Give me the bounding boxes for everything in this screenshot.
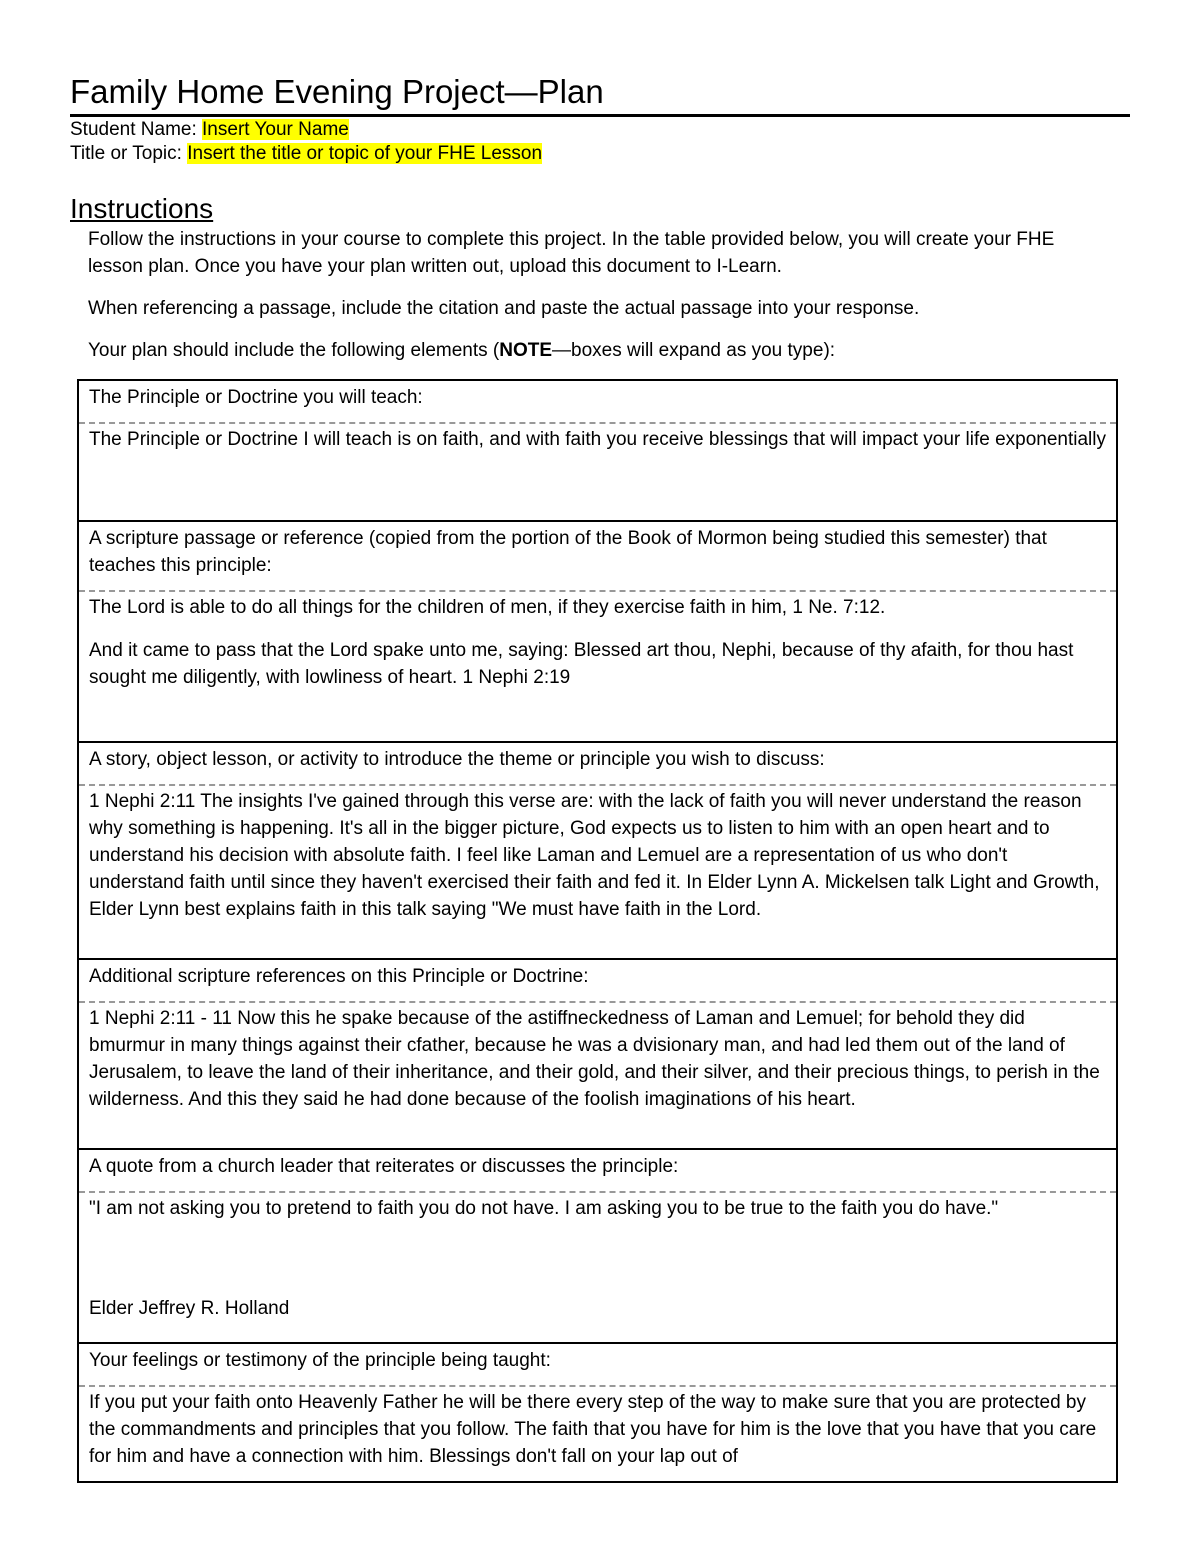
story-response[interactable] [79,786,1116,923]
principle-response[interactable] [79,424,1116,453]
instructions-heading: Instructions [70,193,214,224]
instructions-paragraph-2: When referencing a passage, include the citation and paste the actual passage into your response. [88,298,920,319]
student-name-field[interactable]: Insert Your Name [202,119,349,140]
quote-prompt: A quote from a church leader that reiterates or discusses the principle: [79,1150,1116,1193]
note-text-before: Your plan should include the following elements ( [88,340,500,361]
testimony-response[interactable] [79,1387,1116,1470]
additional-scripture-section [79,960,1116,1150]
scripture-response-text-1: The Lord is able to do all things for the children of men, if they exercise faith in him, 1 Ne. 7:12. [89,597,886,618]
student-name-line [70,118,349,142]
quote-response[interactable] [79,1193,1116,1322]
note-label: NOTE [499,340,553,361]
principle-response-text: The Principle or Doctrine I will teach is on faith, and with faith you receive blessings that will impact your life exponentially [89,429,1106,450]
principle-prompt: The Principle or Doctrine you will teach: [79,381,1116,424]
testimony-response-text: If you put your faith onto Heavenly Father he will be there every step of the way to make sure that you are protected by the commandments and principles that you follow. The faith that you have for him is the love that you have that you care for him and have a connection with him. Blessings don't fall on your lap out of [89,1392,1097,1467]
title-topic-label: Title or Topic: [70,143,188,164]
principle-section [79,381,1116,522]
story-section [79,743,1116,960]
instructions-paragraph-3 [88,337,1108,364]
additional-scripture-response[interactable] [79,1003,1116,1113]
student-name-label: Student Name: [70,119,203,140]
title-topic-field[interactable]: Insert the title or topic of your FHE Lesson [187,143,543,164]
scripture-prompt: A scripture passage or reference (copied from the portion of the Book of Mormon being studied this semester) that teaches this principle: [79,522,1116,592]
additional-scripture-response-text: 1 Nephi 2:11 - 11 Now this he spake because of the astiffneckedness of Laman and Lemuel; for behold they did bmurmur in many things against their cfather, because he was a dvisionary man, and had led them out of the land of Jerusalem, to leave the land of their inheritance, and their gold, and their silver, and their precious things, to perish in the wilderness. And this they said he had done because of the foolish imaginations of his heart. [89,1008,1100,1110]
story-prompt: A story, object lesson, or activity to introduce the theme or principle you wish to discuss: [79,743,1116,786]
page-title: Family Home Evening Project—Plan [70,73,604,110]
quote-spacer [89,1222,1106,1295]
additional-scripture-prompt: Additional scripture references on this Principle or Doctrine: [79,960,1116,1003]
lesson-plan-table [77,379,1118,1483]
story-response-text: 1 Nephi 2:11 The insights I've gained through this verse are: with the lack of faith you will never understand the reason why something is happening. It's all in the bigger picture, God expects us to listen to him with an open heart and to understand his decision with absolute faith. I feel like Laman and Lemuel are a representation of us who don't understand faith until since they haven't exercised their faith and fed it. In Elder Lynn A. Mickelsen talk Light and Growth, Elder Lynn best explains faith in this talk saying "We must have faith in the Lord. [89,791,1100,920]
quote-response-text: "I am not asking you to pretend to faith you do not have. I am asking you to be true to the faith you do have." [89,1198,999,1219]
note-text-after: —boxes will expand as you type): [552,340,836,361]
scripture-response[interactable] [79,592,1116,691]
testimony-section [79,1344,1116,1481]
scripture-section [79,522,1116,743]
title-topic-line [70,142,542,166]
scripture-response-text-2: And it came to pass that the Lord spake unto me, saying: Blessed art thou, Nephi, because of thy afaith, for thou hast sought me diligently, with lowliness of heart. 1 Nephi 2:19 [89,640,1074,688]
testimony-prompt: Your feelings or testimony of the principle being taught: [79,1344,1116,1387]
instructions-paragraph-1: Follow the instructions in your course to complete this project. In the table provided below, you will create your FHE lesson plan. Once you have your plan written out, upload this document to I-Learn. [88,229,1055,277]
title-divider [70,114,1130,117]
quote-attribution: Elder Jeffrey R. Holland [89,1298,290,1319]
quote-section [79,1150,1116,1344]
